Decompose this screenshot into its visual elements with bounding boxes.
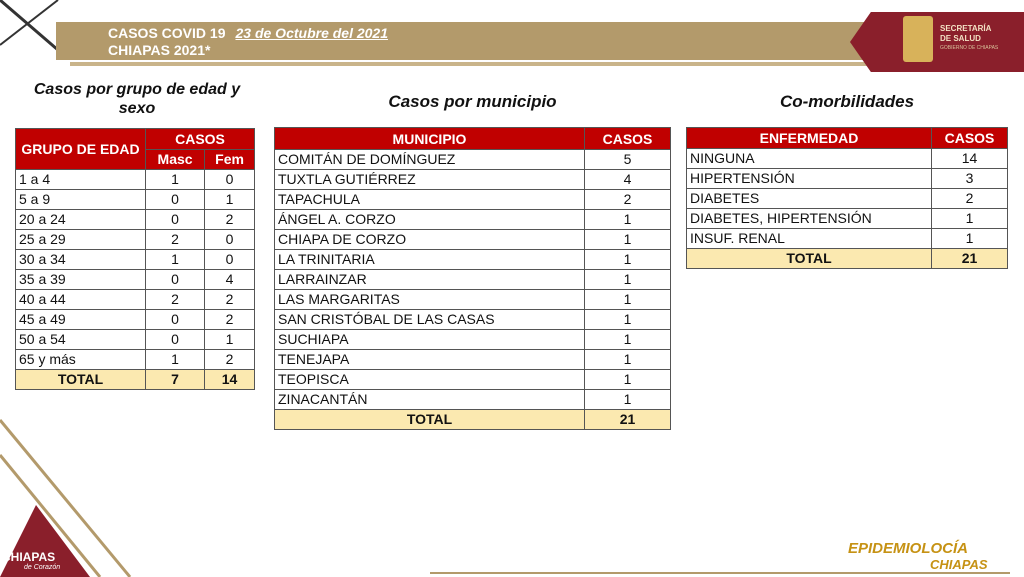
municipio-table-row <box>275 270 671 290</box>
age-col-cases: CASOS <box>146 129 255 150</box>
age-group-cell: 25 a 29 <box>16 230 146 250</box>
municipio-name-cell: TEOPISCA <box>275 370 585 390</box>
age-col-masc: Masc <box>146 149 205 170</box>
municipio-total-label: TOTAL <box>275 410 585 430</box>
municipio-name-cell: ZINACANTÁN <box>275 390 585 410</box>
municipio-name-cell: TUXTLA GUTIÉRREZ <box>275 170 585 190</box>
comorb-col-name: ENFERMEDAD <box>687 128 932 149</box>
municipio-name-cell: LA TRINITARIA <box>275 250 585 270</box>
fem-count-cell: 4 <box>205 270 255 290</box>
fem-count-cell: 2 <box>205 290 255 310</box>
comorb-table-row <box>687 229 1008 249</box>
municipio-cases-cell: 1 <box>585 250 671 270</box>
age-table-row <box>16 190 255 210</box>
municipio-cases-cell: 1 <box>585 230 671 250</box>
comorb-cases-cell: 14 <box>932 149 1008 169</box>
age-group-cell: 30 a 34 <box>16 250 146 270</box>
comorb-table-row <box>687 169 1008 189</box>
comorb-name-cell: DIABETES <box>687 189 932 209</box>
age-group-cell: 1 a 4 <box>16 170 146 190</box>
municipio-table-title: Casos por municipio <box>388 92 557 111</box>
comorb-cases-cell: 1 <box>932 229 1008 249</box>
municipio-name-cell: TENEJAPA <box>275 350 585 370</box>
header-stripe <box>70 62 870 66</box>
municipio-name-cell: LARRAINZAR <box>275 270 585 290</box>
age-group-cell: 45 a 49 <box>16 310 146 330</box>
municipio-cases-cell: 4 <box>585 170 671 190</box>
age-table-row <box>16 170 255 190</box>
masc-count-cell: 1 <box>146 250 205 270</box>
comorb-table-row <box>687 189 1008 209</box>
municipio-table-row <box>275 150 671 170</box>
municipio-cases-cell: 1 <box>585 290 671 310</box>
age-total-label: TOTAL <box>16 370 146 390</box>
municipio-name-cell: SAN CRISTÓBAL DE LAS CASAS <box>275 310 585 330</box>
header-line2: CHIAPAS 2021* <box>108 42 211 58</box>
masc-count-cell: 1 <box>146 170 205 190</box>
masc-count-cell: 0 <box>146 210 205 230</box>
masc-count-cell: 0 <box>146 330 205 350</box>
logo-subtext: GOBIERNO DE CHIAPAS <box>940 45 999 51</box>
municipio-total-row <box>275 410 671 430</box>
age-table-row <box>16 210 255 230</box>
municipio-cases-cell: 1 <box>585 310 671 330</box>
age-group-cell: 20 a 24 <box>16 210 146 230</box>
footer-line <box>430 572 1010 574</box>
comorb-table <box>686 127 1008 269</box>
age-table-row <box>16 270 255 290</box>
logo-text: SECRETARÍA DE SALUD <box>940 24 992 43</box>
age-total-row <box>16 370 255 390</box>
municipio-total-value: 21 <box>585 410 671 430</box>
municipio-table-row <box>275 390 671 410</box>
comorb-name-cell: NINGUNA <box>687 149 932 169</box>
municipio-col-cases: CASOS <box>585 128 671 150</box>
age-table-row <box>16 330 255 350</box>
age-table-row <box>16 350 255 370</box>
municipio-name-cell: SUCHIAPA <box>275 330 585 350</box>
municipio-cases-cell: 2 <box>585 190 671 210</box>
municipio-table-row <box>275 290 671 310</box>
age-table-row <box>16 310 255 330</box>
masc-count-cell: 0 <box>146 270 205 290</box>
municipio-col-name: MUNICIPIO <box>275 128 585 150</box>
comorb-cases-cell: 3 <box>932 169 1008 189</box>
municipio-name-cell: ÁNGEL A. CORZO <box>275 210 585 230</box>
comorb-cases-cell: 2 <box>932 189 1008 209</box>
age-total-fem: 14 <box>205 370 255 390</box>
header-line1: CASOS COVID 19 <box>108 25 226 41</box>
fem-count-cell: 2 <box>205 350 255 370</box>
age-table-row <box>16 250 255 270</box>
municipio-table-row <box>275 170 671 190</box>
comorb-name-cell: INSUF. RENAL <box>687 229 932 249</box>
age-table-row <box>16 290 255 310</box>
municipio-table-row <box>275 190 671 210</box>
comorb-cases-cell: 1 <box>932 209 1008 229</box>
fem-count-cell: 2 <box>205 210 255 230</box>
fem-count-cell: 2 <box>205 310 255 330</box>
municipio-cases-cell: 1 <box>585 270 671 290</box>
age-table-row <box>16 230 255 250</box>
municipio-table-row <box>275 370 671 390</box>
fem-count-cell: 0 <box>205 250 255 270</box>
comorb-table-row <box>687 149 1008 169</box>
masc-count-cell: 1 <box>146 350 205 370</box>
municipio-cases-cell: 1 <box>585 210 671 230</box>
epidemiologia-logo-sub: CHIAPAS <box>930 557 988 572</box>
municipio-cases-cell: 1 <box>585 330 671 350</box>
fem-count-cell: 1 <box>205 330 255 350</box>
age-group-cell: 35 a 39 <box>16 270 146 290</box>
municipio-name-cell: LAS MARGARITAS <box>275 290 585 310</box>
age-group-cell: 5 a 9 <box>16 190 146 210</box>
comorb-total-label: TOTAL <box>687 249 932 269</box>
municipio-name-cell: CHIAPA DE CORZO <box>275 230 585 250</box>
municipio-table-row <box>275 350 671 370</box>
comorb-table-title: Co-morbilidades <box>779 92 915 111</box>
fem-count-cell: 0 <box>205 230 255 250</box>
municipio-table-row <box>275 210 671 230</box>
chiapas-logo-sub: de Corazón <box>24 564 61 571</box>
comorb-col-cases: CASOS <box>932 128 1008 149</box>
chiapas-logo-text: CHIAPAS <box>2 550 56 564</box>
municipio-table-row <box>275 330 671 350</box>
municipio-cases-cell: 1 <box>585 370 671 390</box>
masc-count-cell: 0 <box>146 310 205 330</box>
age-col-group: GRUPO DE EDAD <box>16 129 146 170</box>
age-group-cell: 65 y más <box>16 350 146 370</box>
municipio-cases-cell: 5 <box>585 150 671 170</box>
header-date: 23 de Octubre del 2021 <box>235 25 389 41</box>
comorb-name-cell: DIABETES, HIPERTENSIÓN <box>687 209 932 229</box>
municipio-table-row <box>275 250 671 270</box>
comorb-table-row <box>687 209 1008 229</box>
age-table-title: Casos por grupo de edad y sexo <box>33 81 241 117</box>
chiapas-shield-icon <box>903 16 933 62</box>
age-table <box>15 128 255 390</box>
municipio-name-cell: COMITÁN DE DOMÍNGUEZ <box>275 150 585 170</box>
age-group-cell: 40 a 44 <box>16 290 146 310</box>
fem-count-cell: 0 <box>205 170 255 190</box>
comorb-name-cell: HIPERTENSIÓN <box>687 169 932 189</box>
comorb-total-row <box>687 249 1008 269</box>
header-title <box>108 25 388 59</box>
municipio-table-row <box>275 310 671 330</box>
secretaria-logo <box>850 12 1024 72</box>
masc-count-cell: 2 <box>146 290 205 310</box>
municipio-cases-cell: 1 <box>585 350 671 370</box>
masc-count-cell: 2 <box>146 230 205 250</box>
age-col-fem: Fem <box>205 149 255 170</box>
epidemiologia-logo: EPIDEMIOLOCÍA <box>848 540 969 557</box>
municipio-cases-cell: 1 <box>585 390 671 410</box>
municipio-table-row <box>275 230 671 250</box>
municipio-name-cell: TAPACHULA <box>275 190 585 210</box>
age-group-cell: 50 a 54 <box>16 330 146 350</box>
fem-count-cell: 1 <box>205 190 255 210</box>
municipio-table <box>274 127 671 430</box>
masc-count-cell: 0 <box>146 190 205 210</box>
age-total-masc: 7 <box>146 370 205 390</box>
comorb-total-value: 21 <box>932 249 1008 269</box>
